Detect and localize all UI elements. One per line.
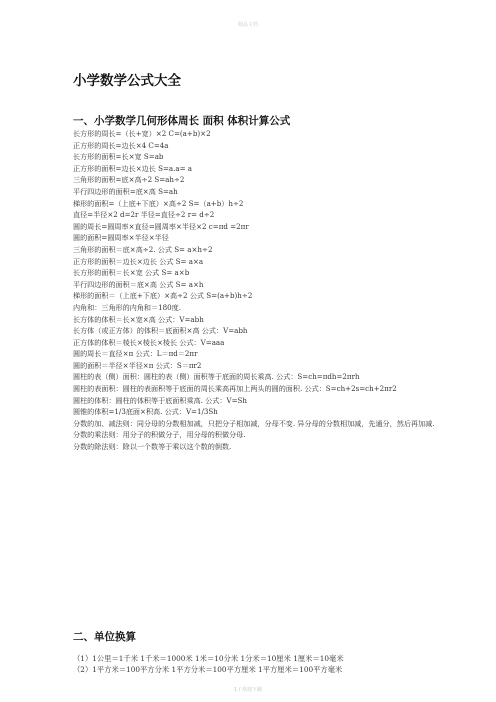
formula-line: 圆的周长＝直径×π 公式：L＝πd＝2πr [73, 349, 198, 359]
formula-line: 长方形的面积＝长×宽 公式 S= a×b [73, 268, 190, 278]
rule-line: 分数的除法则：除以一个数等于乘以这个数的倒数. [73, 442, 232, 452]
formula-line: 平行四边形的面积=底×高 S=ah [73, 186, 178, 196]
formula-line: 正方形的面积＝边长×边长 公式 S= a×a [73, 256, 204, 266]
unit-line: （2）1平方米＝100平方分米 1平方分米＝100平方厘米 1平方厘米＝100平方毫米 [73, 665, 343, 675]
formula-line: 圆锥的体积=1/3底面×积高. 公式：V=1/3Sh [73, 407, 218, 417]
formula-line: 圆柱的表面积：圆柱的表面积等于底面的周长乘高再加上两头的圆的面积. 公式：S=ch+2s=ch+2πr2 [73, 384, 397, 394]
formula-list [73, 128, 441, 453]
formula-line: 长方形的周长=（长+宽）×2 C=(a+b)×2 [73, 129, 211, 138]
unit-conversion-list [73, 653, 453, 675]
document-title: 小学数学公式大全 [73, 73, 181, 89]
unit-line: （1）1公里＝1千米 1千米＝1000米 1米＝10分米 1分米＝10厘米 1厘米＝10毫米 [73, 654, 344, 663]
formula-line: 正方体的体积＝棱长×棱长×棱长 公式：V=aaa [73, 337, 225, 347]
formula-line: 正方形的面积=边长×边长 S=a.a= a [73, 163, 193, 173]
formula-line: 正方形的周长=边长×4 C=4a [73, 140, 169, 150]
rule-line: 分数的加、减法则：同分母的分数相加减，只把分子相加减，分母不变. 异分母的分数相加减，先通分，然后再加减. [73, 418, 435, 428]
section-heading-units: 二、单位换算 [73, 631, 136, 643]
formula-line: 长方体的体积＝长×宽×高 公式：V=abh [73, 314, 204, 324]
formula-line: 圆柱的体积：圆柱的体积等于底面积乘高. 公式：V=Sh [73, 395, 247, 405]
formula-line: 直径=半径×2 d=2r 半径=直径÷2 r= d÷2 [73, 210, 215, 220]
formula-line: 圆的面积=圆周率×半径×半径 [73, 233, 169, 243]
formula-line: 圆的周长=圆周率×直径=圆周率×半径×2 c=πd =2πr [73, 221, 249, 231]
formula-line: 平行四边形的面积＝底×高 公式 S= a×h [73, 279, 204, 289]
section-heading-geometry: 一、小学数学几何形体周长 面积 体积计算公式 [73, 115, 291, 127]
formula-line: 内角和：三角形的内角和＝180度. [73, 302, 182, 312]
header-watermark: 精品文档 [237, 22, 258, 28]
page-footer: 1 / 欢迎下载 [233, 687, 263, 693]
formula-line: 梯形的面积＝（上底+下底）×高÷2 公式 S=(a+b)h÷2 [73, 291, 253, 301]
formula-line: 长方形的面积=长×宽 S=ab [73, 152, 164, 162]
formula-line: 三角形的面积=底×高÷2 S=ah÷2 [73, 175, 185, 185]
rule-line: 分数的乘法则：用分子的积做分子，用分母的积做分母. [73, 430, 246, 440]
formula-line: 长方体（或正方体）的体积＝底面积×高 公式：V=abh [73, 326, 248, 336]
formula-line: 圆的面积＝半径×半径×π 公式：S＝πr2 [73, 360, 202, 370]
formula-line: 圆柱的表（侧）面积：圆柱的表（侧）面积等于底面的周长乘高. 公式：S=ch=πdh=2πrh [73, 372, 360, 382]
formula-line: 梯形的面积=（上底+下底）×高÷2 S=（a+b）h÷2 [73, 198, 244, 208]
formula-line: 三角形的面积＝底×高÷2. 公式 S= a×h÷2 [73, 244, 213, 254]
